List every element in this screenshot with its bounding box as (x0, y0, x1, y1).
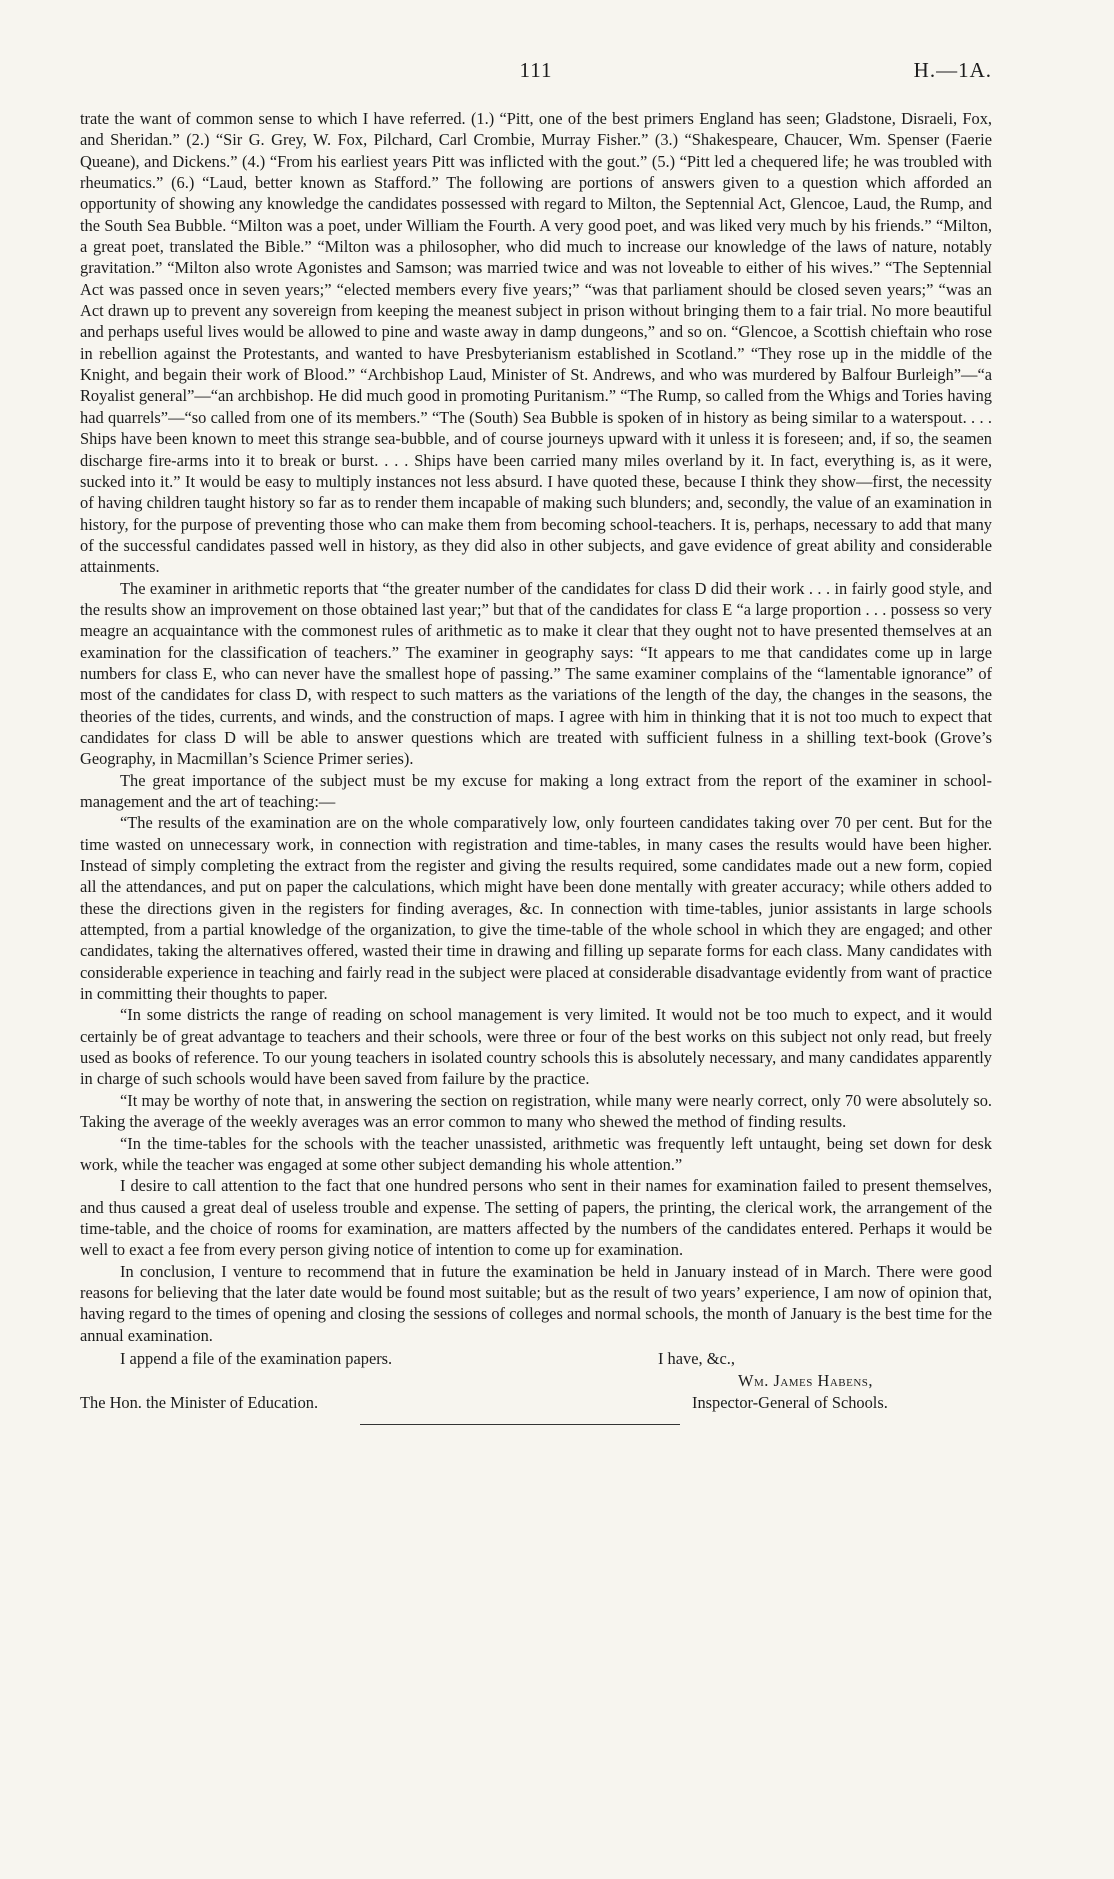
paragraph-arithmetic-geography: The examiner in arithmetic reports that “the greater number of the candidates for class D did their work . . . in fairly good style, and the results show an improvement on those obtained last year;” but that of the candidates for class E “a large proportion . . . possess so very meagre an acquaintance with the commonest rules of arithmetic as to make it clear that they ought not to have presented themselves at an examination for the classification of teachers.” The examiner in geography says: “It appears to me that candidates come up in large numbers for class E, who can never have the smallest hope of passing.” The same examiner complains of the “lamentable ignorance” of most of the candidates for class D, with respect to such matters as the variations of the length of the day, the changes in the seasons, the theories of the tides, currents, and winds, and the construction of maps. I agree with him in thinking that it is not too much to expect that candidates for class D will be able to answer questions which are treated with sufficient fulness in a shilling text-book (Grove’s Geography, in Macmillan’s Science Primer series). (80, 578, 992, 769)
paragraph-history-answers: trate the want of common sense to which I have referred. (1.) “Pitt, one of the best primers England has seen; Gladstone, Disraeli, Fox, and Sheridan.” (2.) “Sir G. Grey, W. Fox, Pilchard, Carl Crombie, Murray Fisher.” (3.) “Shakespeare, Chaucer, Wm. Spenser (Faerie Queane), and Dickens.” (4.) “From his earliest years Pitt was inflicted with the gout.” (5.) “Pitt led a chequered life; he was troubled with rheumatics.” (6.) “Laud, better known as Stafford.” The following are portions of answers given to a question which afforded an opportunity of showing any knowledge the candidates possessed with regard to Milton, the Septennial Act, Glencoe, Laud, the Rump, and the South Sea Bubble. “Milton was a poet, under William the Fourth. A very good poet, and was liked very much by his friends.” “Milton, a great poet, translated the Bible.” “Milton was a philosopher, who did much to increase our knowledge of the laws of nature, notably gravitation.” “Milton also wrote Agonistes and Samson; was married twice and was not loveable to either of his wives.” “The Septennial Act was passed once in seven years;” “elected members every five years;” “was that parliament should be closed seven years;” “was an Act drawn up to prevent any sovereign from keeping the meanest subject in prison without bringing them to a fair trial. No more beautiful and perhaps useful lives would be allowed to pine and waste away in damp dungeons,” and so on. “Glencoe, a Scottish chieftain who rose in rebellion against the Protestants, and wanted to have Presbyterianism established in Scotland.” “They rose up in the middle of the Knight, and begain their work of Blood.” “Archbishop Laud, Minister of St. Andrews, and who was murdered by Balfour Burleigh”—“a Royalist general”—“an archbishop. He did much good in promoting Puritanism.” “The Rump, so called from the Whigs and Tories having had quarrels”—“so called from one of its members.” “The (South) Sea Bubble is spoken of in history as being similar to a waterspout. . . . Ships have been known to meet this strange sea-bubble, and of course journeys upward with it unless it is foreseen; and, if so, the seamen discharge fire-arms into it to break or burst. . . . Ships have been carried many miles overland by it. In fact, everything is, as it were, sucked into it.” It would be easy to multiply instances not less absurd. I have quoted these, because I think they show—first, the necessity of having children taught history so far as to render them incapable of making such blunders; and, secondly, the value of an examination in history, for the purpose of preventing those who can make them from becoming school-teachers. It is, perhaps, necessary to add that many of the successful candidates passed well in history, as they did also in other subjects, and gave evidence of great ability and considerable attainments. (80, 109, 992, 577)
paragraph-quote-registration: “It may be worthy of note that, in answering the section on registration, while many were nearly correct, only 70 were absolutely so. Taking the average of the weekly averages was an error common to many who shewed the method of finding results. (80, 1090, 992, 1132)
closing-rule (360, 1424, 680, 1425)
signatory-title: Inspector-General of Schools. (692, 1392, 888, 1412)
paragraph-quote-time-tables: “In the time-tables for the schools with the teacher unassisted, arithmetic was frequently left untaught, being set down for desk work, while the teacher was engaged at some other subject demanding his whole attention.” (80, 1133, 992, 1174)
letter-closing (80, 1348, 992, 1436)
page-reference: H.—1A. (913, 58, 992, 82)
page-header (80, 58, 992, 88)
signatory-name: Wm. James Habens, (738, 1370, 873, 1390)
paragraph-conclusion: In conclusion, I venture to recommend that in future the examination be held in January instead of in March. There were good reasons for believing that the later date would be found most suitable; but as the result of two years’ experience, I am now of opinion that, having regard to the times of opening and closing the sessions of colleges and normal schools, the month of January is the best time for the annual examination. (80, 1261, 992, 1345)
paragraph-school-management-intro: The great importance of the subject must be my excuse for making a long extract from the report of the examiner in school-management and the art of teaching:— (80, 770, 992, 811)
valediction: I have, &c., (658, 1348, 735, 1368)
addressee: The Hon. the Minister of Education. (80, 1392, 319, 1412)
paragraph-quote-reading: “In some districts the range of reading on school management is very limited. It would not be too much to expect, and it would certainly be of great advantage to teachers and their schools, were three or four of the best works on this subject not only read, but freely used as books of reference. To our young teachers in isolated country schools this is absolutely necessary, and many candidates apparently in charge of such schools would have been saved from failure by the practice. (80, 1005, 992, 1089)
paragraph-absent-candidates: I desire to call attention to the fact that one hundred persons who sent in their names for examination failed to present themselves, and thus caused a great deal of useless trouble and expense. The setting of papers, the printing, the clerical work, the arrangement of the time-table, and the choice of rooms for examination, are matters affected by the numbers of the candidates entered. Perhaps it would be well to exact a fee from every person giving notice of intention to come up for examination. (80, 1176, 992, 1260)
page-number: 111 (519, 58, 553, 82)
paragraph-quote-results: “The results of the examination are on the whole comparatively low, only fourteen candidates taking over 70 per cent. But for the time wasted on unnecessary work, in connection with registration and time-tables, in many cases the results would have been higher. Instead of simply completing the extract from the register and giving the results required, some candidates made out a new form, copied all the attendances, and put on paper the calculations, which might have been done mentally with greater accuracy; while others added to these the directions given in the registers for finding averages, &c. In connection with time-tables, junior assistants in large schools attempted, from a partial knowledge of the organization, to give the time-table of the whole school in which they are engaged; and other candidates, taking the alternatives offered, wasted their time in drawing and filling up separate forms for each class. Many candidates with considerable experience in teaching and fairly read in the subject were placed at considerable disadvantage evidently from want of practice in committing their thoughts to paper. (80, 813, 992, 1004)
body-text (80, 108, 992, 1436)
append-line: I append a file of the examination papers. (120, 1348, 393, 1368)
